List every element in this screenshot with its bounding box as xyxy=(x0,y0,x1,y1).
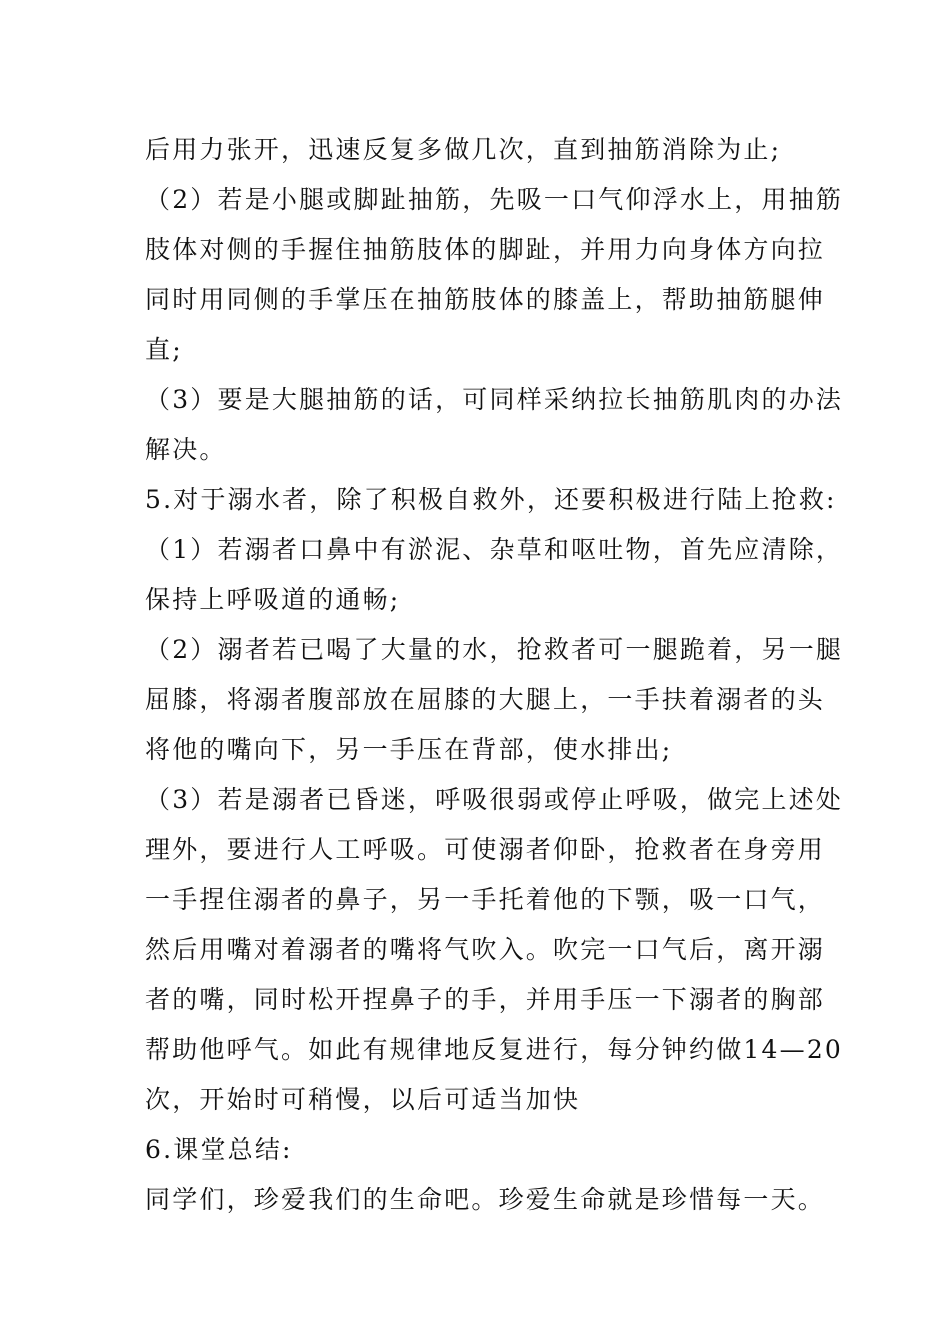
text-line: 解决。 xyxy=(145,435,227,464)
text-line: （2）溺者若已喝了大量的水，抢救者可一腿跪着，另一腿 xyxy=(145,635,844,664)
text-line: 屈膝，将溺者腹部放在屈膝的大腿上，一手扶着溺者的头 xyxy=(145,685,826,714)
text-line: 直; xyxy=(145,335,183,364)
text-line: 一手捏住溺者的鼻子，另一手托着他的下颚，吸一口气， xyxy=(145,885,826,914)
text-line: 者的嘴，同时松开捏鼻子的手，并用手压一下溺者的胸部 xyxy=(145,985,826,1014)
text-line: 理外，要进行人工呼吸。可使溺者仰卧，抢救者在身旁用 xyxy=(145,835,826,864)
text-line: 同时用同侧的手掌压在抽筋肢体的膝盖上，帮助抽筋腿伸 xyxy=(145,285,826,314)
text-line: （2）若是小腿或脚趾抽筋，先吸一口气仰浮水上，用抽筋 xyxy=(145,185,844,214)
text-line: 后用力张开，迅速反复多做几次，直到抽筋消除为止; xyxy=(145,135,782,164)
text-line: （3）若是溺者已昏迷，呼吸很弱或停止呼吸，做完上述处 xyxy=(145,785,844,814)
text-line: 同学们，珍爱我们的生命吧。珍爱生命就是珍惜每一天。 xyxy=(145,1185,826,1214)
text-line: 将他的嘴向下，另一手压在背部，使水排出; xyxy=(145,735,673,764)
text-line: 然后用嘴对着溺者的嘴将气吹入。吹完一口气后，离开溺 xyxy=(145,935,826,964)
text-line: 肢体对侧的手握住抽筋肢体的脚趾，并用力向身体方向拉 xyxy=(145,235,826,264)
text-line: 帮助他呼气。如此有规律地反复进行，每分钟约做14—20 xyxy=(145,1035,844,1064)
text-line: （3）要是大腿抽筋的话，可同样采纳拉长抽筋肌肉的办法 xyxy=(145,385,844,414)
section-heading: 6.课堂总结: xyxy=(145,1135,293,1164)
text-line: 次，开始时可稍慢，以后可适当加快 xyxy=(145,1085,581,1114)
section-heading: 5.对于溺水者，除了积极自救外，还要积极进行陆上抢救: xyxy=(145,485,837,514)
text-line: （1）若溺者口鼻中有淤泥、杂草和呕吐物，首先应清除， xyxy=(145,535,844,564)
text-line: 保持上呼吸道的通畅; xyxy=(145,585,401,614)
